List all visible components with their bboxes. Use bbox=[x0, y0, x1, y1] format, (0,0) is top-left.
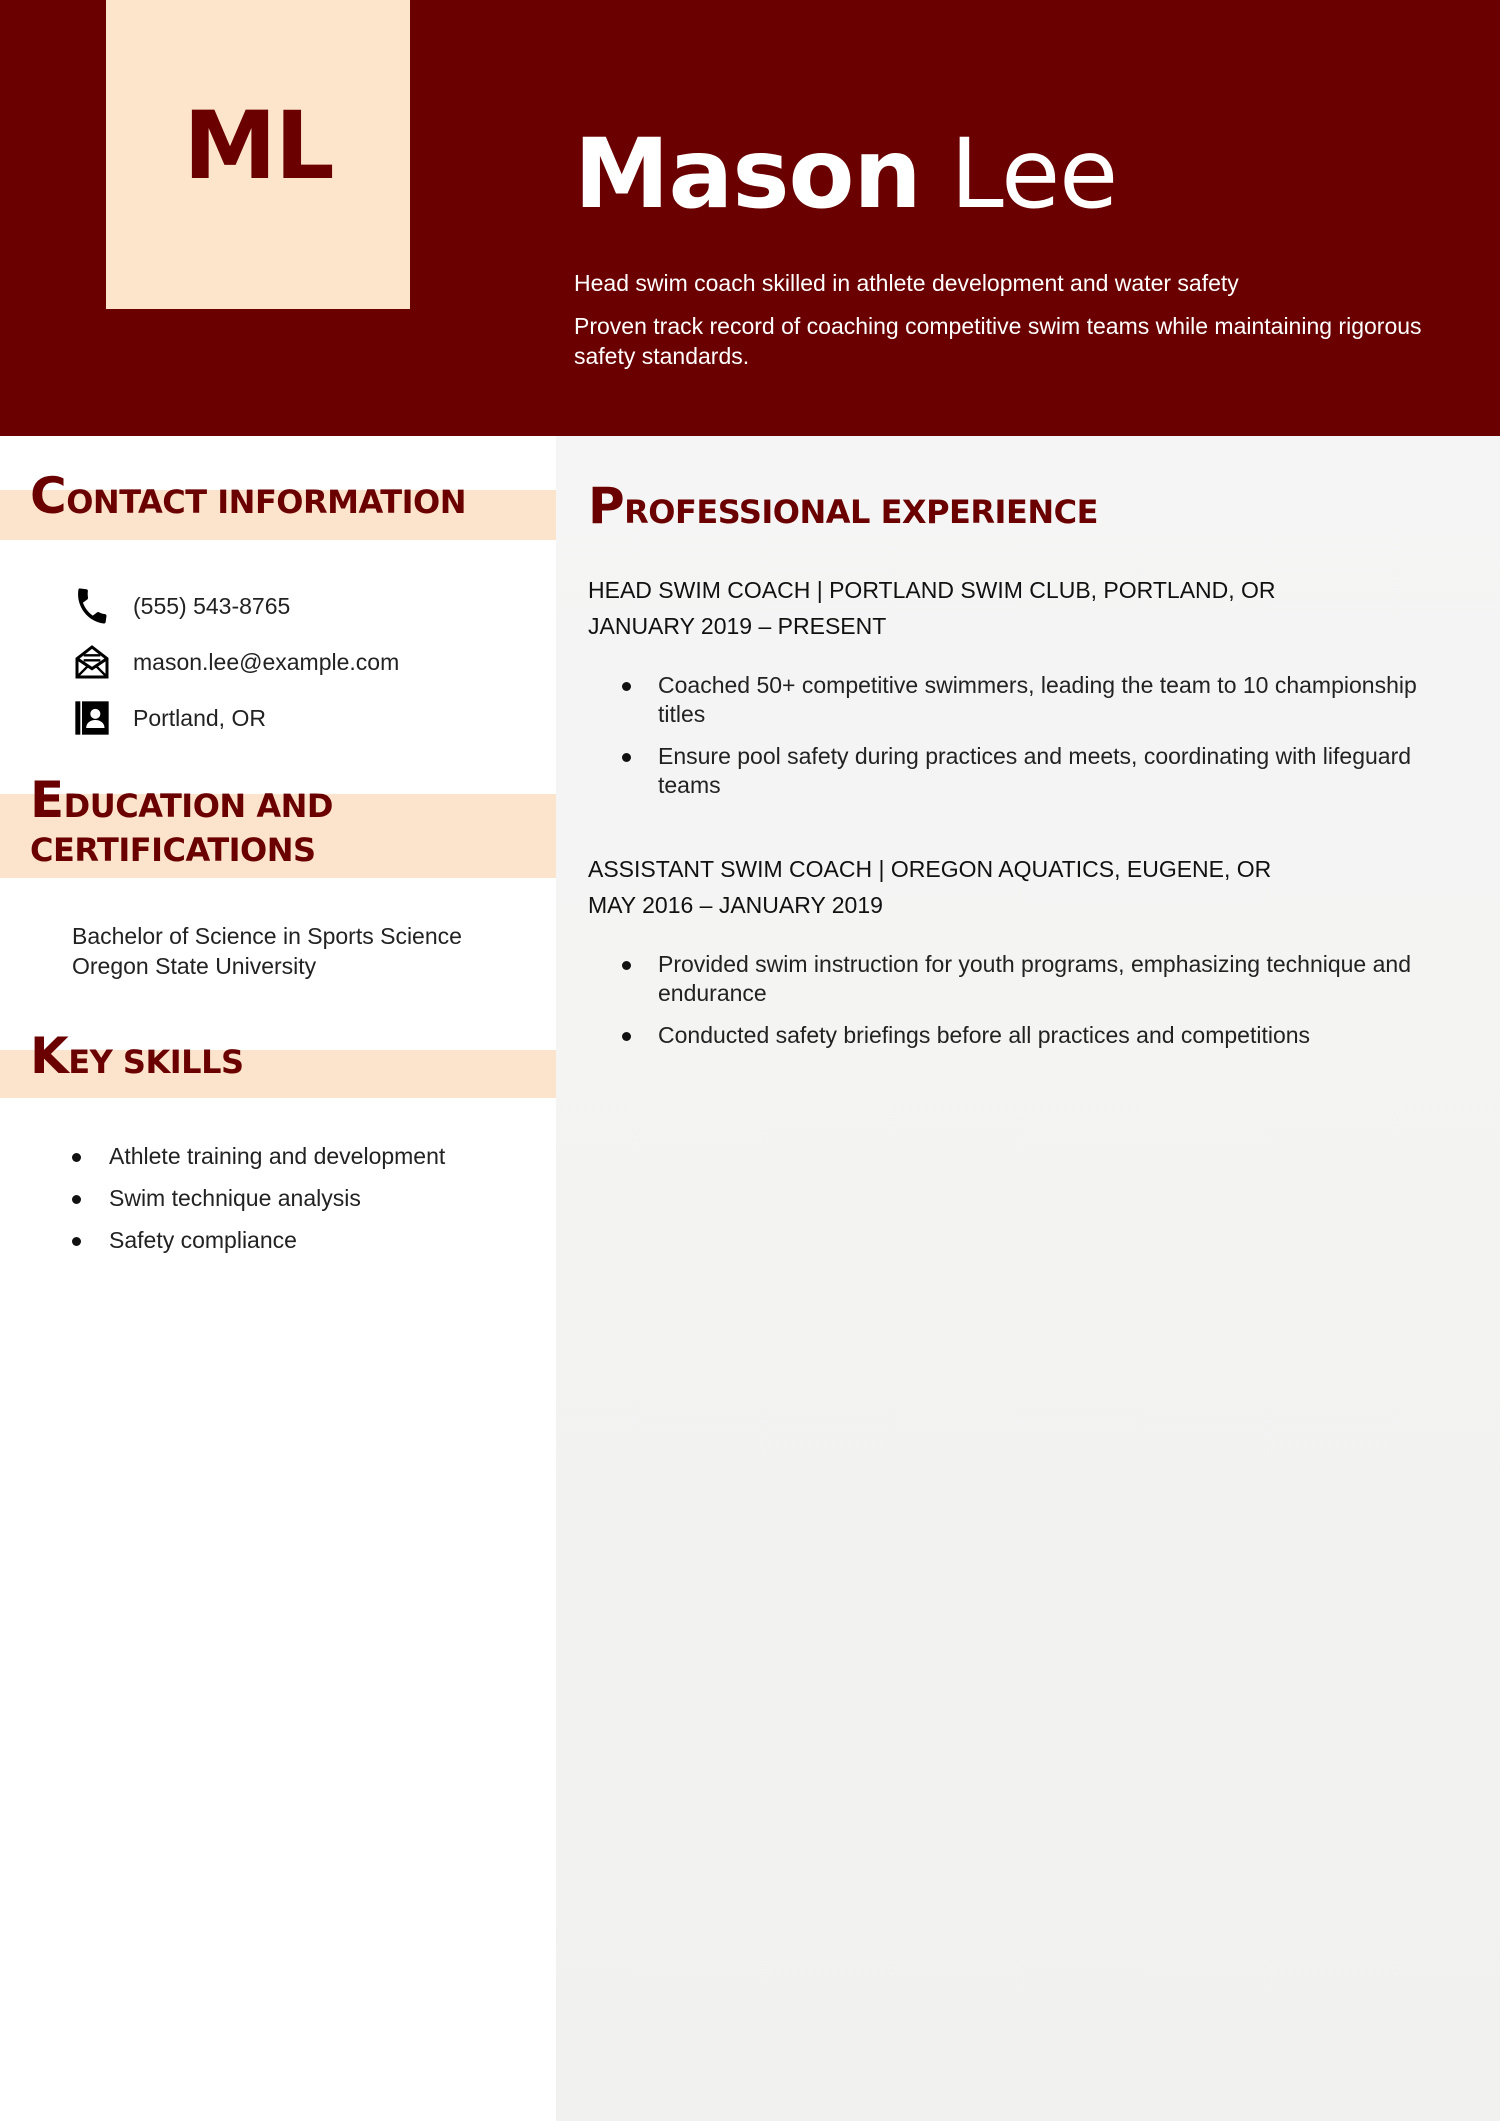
list-item: Conducted safety briefings before all practices and competitions bbox=[622, 1021, 1462, 1050]
contact-phone bbox=[70, 584, 290, 628]
job-title-line: ASSISTANT SWIM COACH | OREGON AQUATICS, EUGENE, OR bbox=[588, 856, 1272, 882]
job-title-line: HEAD SWIM COACH | PORTLAND SWIM CLUB, PORTLAND, OR bbox=[588, 577, 1276, 603]
education-entry bbox=[72, 921, 462, 981]
school: Oregon State University bbox=[72, 953, 317, 979]
list-item: Safety compliance bbox=[72, 1225, 445, 1267]
list-item: Provided swim instruction for youth programs, emphasizing technique and endurance bbox=[622, 950, 1462, 1008]
phone-number[interactable]: (555) 543-8765 bbox=[133, 592, 291, 619]
list-item: Coached 50+ competitive swimmers, leading the team to 10 championship titles bbox=[622, 671, 1462, 729]
education-section-title: EDUCATION AND bbox=[30, 771, 333, 829]
contact-email bbox=[70, 640, 399, 684]
education-section-title-line2: CERTIFICATIONS bbox=[30, 831, 316, 869]
job-dates: JANUARY 2019 – PRESENT bbox=[588, 613, 887, 639]
resume-header bbox=[0, 0, 1500, 436]
contact-location bbox=[70, 696, 266, 740]
list-item: Swim technique analysis bbox=[72, 1183, 445, 1225]
monogram: ML bbox=[183, 92, 333, 201]
skills-section-title: KEY SKILLS bbox=[30, 1027, 244, 1085]
skills-list bbox=[72, 1141, 445, 1267]
envelope-icon bbox=[70, 640, 114, 684]
email-address[interactable]: mason.lee@example.com bbox=[133, 648, 400, 675]
monogram-box bbox=[106, 0, 410, 309]
list-item: Ensure pool safety during practices and meets, coordinating with lifeguard teams bbox=[622, 742, 1462, 800]
job-bullets bbox=[622, 671, 1462, 813]
tagline: Head swim coach skilled in athlete development and water safety bbox=[574, 270, 1239, 296]
job-bullets bbox=[622, 950, 1462, 1063]
summary: Proven track record of coaching competitive swim teams while maintaining rigorous safety standards. bbox=[574, 313, 1422, 369]
phone-icon bbox=[70, 584, 114, 628]
contact-card-icon bbox=[70, 696, 114, 740]
last-name: Lee bbox=[950, 118, 1118, 230]
first-name: Mason bbox=[574, 118, 921, 230]
job-dates: MAY 2016 – JANUARY 2019 bbox=[588, 892, 883, 918]
experience-section-title: PROFESSIONAL EXPERIENCE bbox=[588, 477, 1098, 535]
candidate-name bbox=[574, 118, 1118, 230]
list-item: Athlete training and development bbox=[72, 1141, 445, 1183]
degree: Bachelor of Science in Sports Science bbox=[72, 923, 462, 949]
location: Portland, OR bbox=[133, 704, 266, 731]
contact-section-title: CONTACT INFORMATION bbox=[30, 467, 466, 525]
